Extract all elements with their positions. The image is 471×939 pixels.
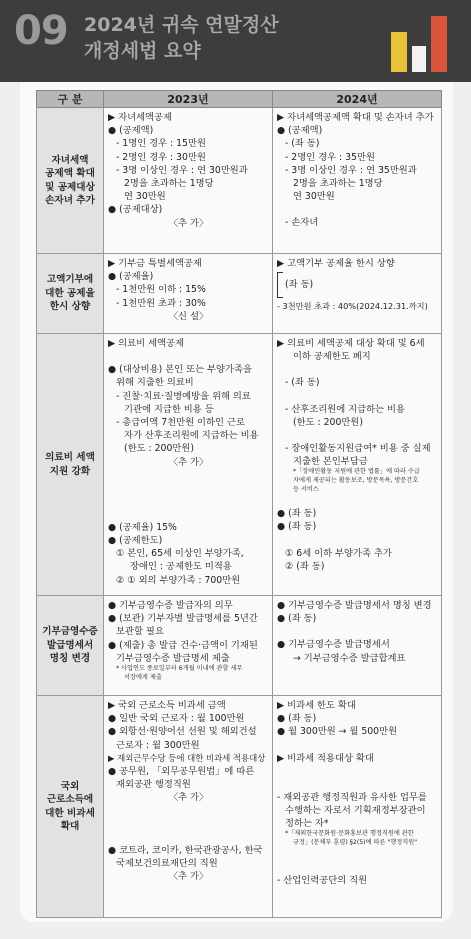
cell-text-line: ▶ 재외근무수당 등에 대한 비과세 적용대상: [108, 752, 266, 763]
cell-text-line: ▶ 비과세 적용대상 확대: [277, 752, 374, 764]
spacer: [277, 534, 438, 547]
cell-2024: [273, 334, 442, 596]
cell-text-line: 근로자 : 월 300만원: [116, 739, 200, 751]
cell-text-line: ● (보관) 기부자별 발급명세를 5년간: [108, 613, 258, 625]
cell-text-line: 자녀세액: [51, 154, 89, 166]
row-category: [37, 596, 104, 696]
cell-text-line: ● 공무원, 「외무공무원법」에 따른: [108, 766, 255, 778]
page-title-line2: 개정세법 요약: [84, 40, 201, 62]
cell-text-line: 한시 상향: [49, 301, 91, 313]
table-row: [37, 108, 442, 254]
cell-text-line: 기관에 지급한 비용 등: [124, 403, 214, 415]
cell-text-line: - 1천만원 초과 : 30%: [116, 297, 206, 309]
cell-text-line: 확대: [60, 821, 80, 832]
cell-text-line: 의료비 세액: [45, 452, 95, 463]
cell-text-line: - (좌 동): [285, 138, 320, 150]
cell-text-line: 공제액 확대: [45, 168, 95, 179]
cell-text-line: 대한 비과세: [45, 807, 95, 819]
header-2024: 2024년: [273, 91, 442, 108]
cell-text-line: ● 일반 국외 근로자 : 월 100만원: [108, 713, 245, 725]
spacer: [277, 429, 438, 442]
summary-card: [20, 82, 453, 922]
cell-text-line: - 손자녀: [285, 217, 319, 229]
cell-text-line: 연 30만원: [293, 191, 335, 203]
row-category: [37, 108, 104, 254]
cell-text-line: (한도 : 200만원): [124, 443, 194, 455]
bar-shape: [391, 32, 407, 72]
spacer: [108, 508, 269, 521]
cell-text-line: 〈추 가〉: [168, 217, 209, 229]
header-category: 구 분: [37, 91, 104, 108]
spacer: [277, 739, 438, 752]
cell-text-line: 이하 공제한도 폐지: [293, 351, 371, 363]
section-number: 09: [14, 8, 68, 54]
cell-text-line: ① 본인, 65세 이상인 부양가족,: [116, 548, 244, 560]
cell-text-line: 등 서비스: [293, 485, 319, 493]
cell-text-line: 수행하는 자로서 기획재정부장관이: [285, 805, 426, 817]
cell-text-line: ● (좌 동): [277, 713, 317, 725]
cell-2024: [273, 108, 442, 254]
cell-text-line: ▶ 의료비 세액공제: [108, 338, 184, 349]
cell-text-line: ● (공제한도): [108, 535, 163, 547]
cell-text-line: 자가 산후조리원에 지급하는 비용: [124, 430, 259, 442]
cell-text-line: 서장에게 제출: [124, 673, 162, 681]
cell-text-line: 및 공제대상: [45, 181, 95, 193]
spacer: [277, 272, 283, 298]
cell-text-line: 정하는 자*: [285, 818, 329, 830]
cell-text-line: 〈신 설〉: [168, 310, 209, 322]
cell-text-line: 연 30만원: [124, 191, 166, 203]
cell-text-line: ● (공제액): [108, 125, 154, 137]
page-header: [0, 0, 471, 82]
cell-text-line: ▶ 기부금 특별세액공제: [108, 258, 202, 269]
cell-text-line: - 3명 이상인 경우 : 연 35만원과: [285, 164, 417, 176]
bar-graphic-icon: [389, 10, 453, 74]
cell-text-line: - 1명인 경우 : 15만원: [116, 138, 206, 150]
cell-2023: [104, 108, 273, 254]
cell-text-line: ● 기부금영수증 발급명세서: [277, 639, 390, 651]
cell-text-line: 2명을 초과하는 1명당: [293, 178, 383, 190]
cell-text-line: ▶ 의료비 세액공제 대상 확대 및 6세: [277, 338, 425, 349]
cell-text-line: → 기부금영수증 발급합계표: [293, 652, 406, 664]
cell-2024: [273, 596, 442, 696]
spacer: [277, 765, 438, 778]
table-header-row: [37, 91, 442, 108]
cell-text-line: ● (공제대상): [108, 204, 163, 216]
cell-text-line: ● (공제율) 15%: [108, 521, 177, 533]
cell-text-line: 대한 공제율: [45, 287, 95, 299]
row-category: [37, 254, 104, 334]
cell-text-line: 위해 지출한 의료비: [116, 377, 194, 389]
table-row: [37, 334, 442, 596]
row-category: [37, 334, 104, 596]
cell-text-line: ▶ 자녀세액공제: [108, 112, 172, 123]
cell-text-line: 〈추 가〉: [168, 792, 209, 804]
cell-text-line: 지출한 본인부담금: [293, 456, 368, 468]
cell-text-line: ● (좌 동): [277, 521, 317, 533]
cell-text-line: *「장애인활동 지원에 관한 법률」에 따라 수급: [293, 468, 420, 476]
cell-text-line: ② ① 외의 부양가족 : 700만원: [116, 574, 241, 586]
cell-2024: [273, 254, 442, 334]
cell-text-line: - 산후조리원에 지급하는 비용: [285, 403, 405, 415]
cell-text-line: 2명을 초과하는 1명당: [124, 178, 214, 190]
cell-text-line: 장애인 : 공제한도 미적용: [130, 561, 232, 573]
tax-change-table: [36, 90, 442, 918]
spacer: [277, 270, 438, 300]
bar-shape: [412, 46, 426, 72]
table-row: [37, 596, 442, 696]
cell-text-line: 자에게 제공되는 활동보조, 방문목욕, 방문간호: [293, 477, 419, 485]
cell-text-line: - 3천만원 초과 : 40%(2024.12.31.까지): [277, 301, 428, 312]
cell-text-line: 기부금영수증: [42, 626, 98, 638]
cell-text-line: 기부금영수증 발급명세 제출: [116, 652, 230, 664]
cell-text-line: ● (좌 동): [277, 508, 317, 520]
spacer: [277, 203, 438, 216]
table-row: [37, 254, 442, 334]
cell-text-line: ● 코트라, 코이카, 한국관광공사, 한국: [108, 844, 263, 856]
row-category: [37, 696, 104, 918]
cell-2023: [104, 696, 273, 918]
cell-text-line: ▶ 비과세 한도 확대: [277, 700, 356, 711]
cell-text-line: 재외공관 행정직원: [116, 779, 191, 791]
cell-text-line: 발급명세서: [46, 639, 94, 651]
cell-text-line: 근로소득에: [46, 794, 94, 805]
cell-text-line: - 1천만원 이하 : 15%: [116, 284, 206, 296]
cell-text-line: - 2명인 경우 : 35만원: [285, 151, 375, 163]
cell-text-line: ● (좌 동): [277, 613, 317, 625]
cell-text-line: * 사업연도 종료일부터 6개월 이내에 관할 세무: [116, 665, 243, 673]
spacer: [277, 363, 438, 376]
cell-text-line: 손자녀 추가: [45, 195, 95, 206]
cell-text-line: ● (제출) 총 발급 건수·금액이 기재된: [108, 639, 258, 651]
cell-text-line: 보관할 필요: [116, 626, 164, 638]
cell-text-line: ● (공제율): [108, 271, 154, 283]
cell-text-line: ● 기부금영수증 발급자의 의무: [108, 600, 233, 611]
cell-text-line: 규정」(문체부 훈령) §2(5)에 따른 "행정직원": [293, 839, 418, 847]
spacer: [277, 848, 438, 874]
cell-text-line: ● (공제액): [277, 125, 323, 137]
spacer: [277, 494, 438, 507]
cell-text-line: ② (좌 동): [285, 560, 325, 572]
cell-text-line: ● 월 300만원 → 월 500만원: [277, 726, 398, 738]
cell-2024: [273, 696, 442, 918]
cell-text-line: - (좌 동): [285, 377, 320, 389]
cell-text-line: - 장애인활동지원급여* 비용 중 실제: [285, 443, 431, 455]
spacer: [108, 469, 269, 508]
cell-text-line: ▶ 자녀세액공제액 확대 및 손자녀 추가: [277, 112, 434, 123]
cell-text-line: - 재외공관 행정직원과 유사한 업무를: [277, 791, 427, 803]
cell-text-line: ▶ 국외 근로소득 비과세 금액: [108, 700, 226, 711]
cell-text-line: 〈추 가〉: [168, 456, 209, 468]
cell-text-line: - 산업인력공단의 직원: [277, 874, 368, 886]
cell-text-line: - 3명 이상인 경우 : 연 30만원과: [116, 164, 248, 176]
spacer: [277, 625, 438, 638]
cell-text-line: 국외: [60, 780, 80, 792]
cell-text-line: 국제보건의료재단의 직원: [116, 857, 218, 869]
cell-text-line: 〈추 가〉: [168, 871, 209, 883]
cell-text-line: - 총급여액 7천만원 이하인 근로: [116, 417, 245, 429]
cell-text-line: - 진찰·치료·질병예방을 위해 의료: [116, 390, 251, 402]
page-title-line1: 2024년 귀속 연말정산: [84, 14, 279, 36]
bar-shape: [431, 16, 447, 72]
header-2023: 2023년: [104, 91, 273, 108]
spacer: [108, 805, 269, 844]
cell-2023: [104, 334, 273, 596]
cell-text-line: - 2명인 경우 : 30만원: [116, 151, 206, 163]
cell-text-line: ▶ 고액기부 공제율 한시 상향: [277, 258, 395, 269]
cell-text-line: 지원 강화: [49, 465, 91, 477]
cell-text-line: ● (대상비용) 본인 또는 부양가족을: [108, 364, 252, 376]
cell-text-line: 명칭 변경: [49, 653, 91, 665]
spacer: [277, 390, 438, 403]
cell-text-line: (한도 : 200만원): [293, 416, 363, 428]
cell-2023: [104, 254, 273, 334]
table-row: [37, 696, 442, 918]
cell-text-line: 고액기부에: [46, 274, 94, 286]
cell-text-line: (좌 동): [285, 279, 314, 291]
cell-text-line: ● 기부금영수증 발급명세서 명칭 변경: [277, 600, 432, 611]
cell-text-line: ● 외항선·원양어선 선원 및 해외건설: [108, 726, 257, 738]
cell-text-line: *「재외한국문화원·문화홍보관 행정직원에 관한: [285, 830, 414, 838]
cell-text-line: ① 6세 이하 부양가족 추가: [285, 547, 392, 559]
spacer: [108, 350, 269, 363]
cell-2023: [104, 596, 273, 696]
spacer: [277, 778, 438, 791]
